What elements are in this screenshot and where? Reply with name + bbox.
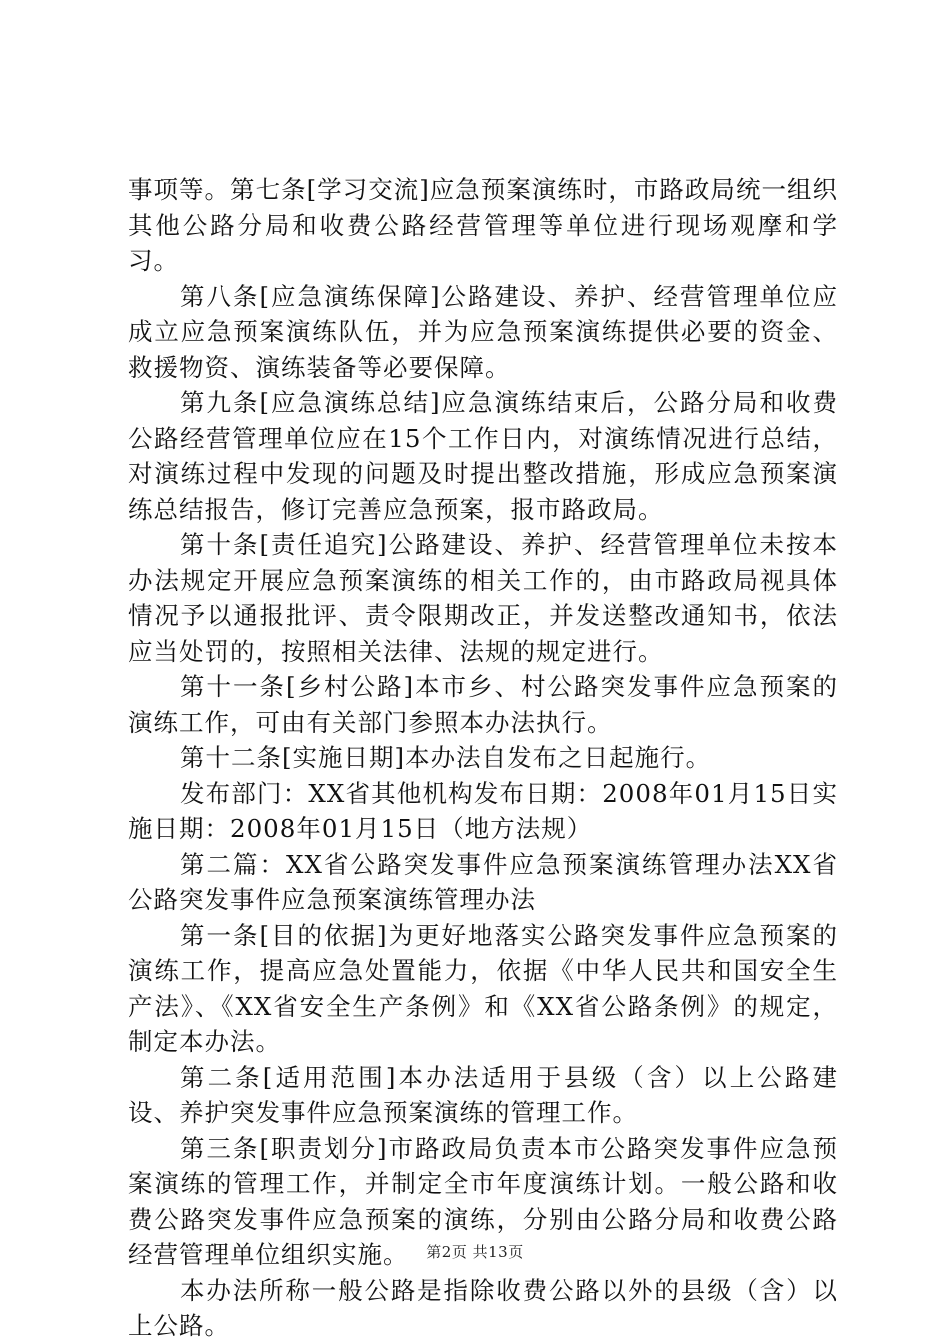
paragraph-1: 事项等。第七条[学习交流]应急预案演练时，市路政局统一组织其他公路分局和收费公路经营管理等单位进行现场观摩和学习。 bbox=[128, 175, 838, 275]
paragraph-5: 第十一条[乡村公路]本市乡、村公路突发事件应急预案的演练工作，可由有关部门参照本办法执行。 bbox=[128, 672, 838, 737]
paragraph-6: 第十二条[实施日期]本办法自发布之日起施行。 bbox=[180, 743, 712, 772]
paragraph-7: 发布部门：XX省其他机构发布日期：2008年01月15日实施日期：2008年01月15日（地方法规） bbox=[128, 778, 838, 843]
paragraph-8: 第二篇：XX省公路突发事件应急预案演练管理办法XX省公路突发事件应急预案演练管理办法 bbox=[128, 849, 838, 914]
paragraph-9: 第一条[目的依据]为更好地落实公路突发事件应急预案的演练工作，提高应急处置能力，依据《中华人民共和国安全生产法》、《XX省安全生产条例》和《XX省公路条例》的规定，制定本办法。 bbox=[128, 920, 838, 1056]
paragraph-10: 第二条[适用范围]本办法适用于县级（含）以上公路建设、养护突发事件应急预案演练的管理工作。 bbox=[128, 1062, 838, 1127]
page-number-footer: 第2页 共13页 bbox=[426, 1243, 524, 1261]
paragraph-2: 第八条[应急演练保障]公路建设、养护、经营管理单位应成立应急预案演练队伍，并为应急预案演练提供必要的资金、救援物资、演练装备等必要保障。 bbox=[128, 281, 838, 382]
paragraph-12: 本办法所称一般公路是指除收费公路以外的县级（含）以上公路。 bbox=[128, 1275, 838, 1340]
paragraph-3: 第九条[应急演练总结]应急演练结束后，公路分局和收费公路经营管理单位应在15个工作日内，对演练情况进行总结，对演练过程中发现的问题及时提出整改措施，形成应急预案演练总结报告，修订完善应急预案，报市路政局。 bbox=[128, 388, 838, 524]
paragraph-4: 第十条[责任追究]公路建设、养护、经营管理单位未按本办法规定开展应急预案演练的相关工作的，由市路政局视具体情况予以通报批评、责令限期改正，并发送整改通知书，依法应当处罚的，按照相关法律、法规的规定进行。 bbox=[128, 530, 838, 666]
document-body bbox=[128, 172, 838, 1344]
paragraph-11: 第三条[职责划分]市路政局负责本市公路突发事件应急预案演练的管理工作，并制定全市年度演练计划。一般公路和收费公路突发事件应急预案的演练，分别由公路分局和收费公路经营管理单位组织实施。 bbox=[128, 1133, 838, 1269]
